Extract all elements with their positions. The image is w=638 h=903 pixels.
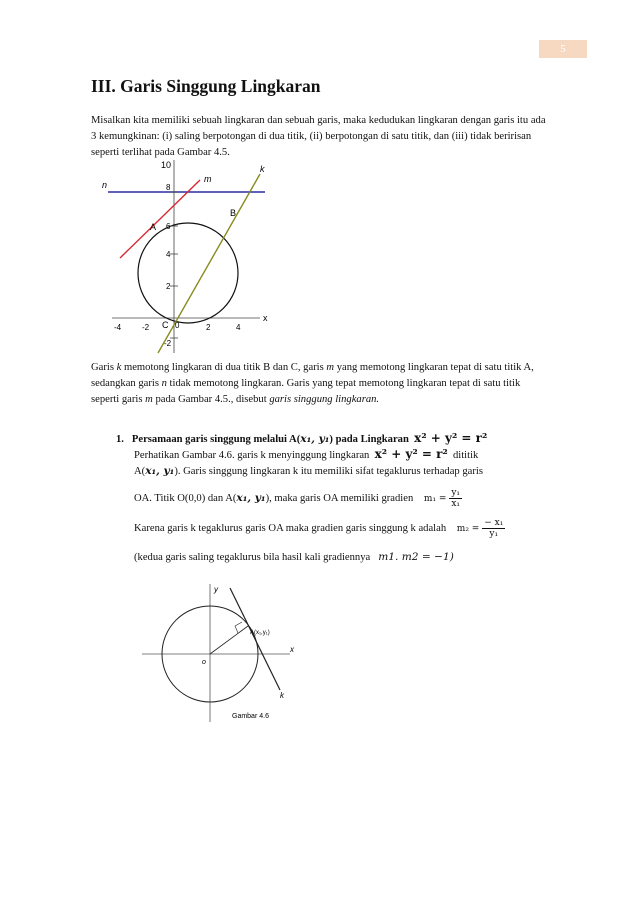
fig46-tangent-k <box>230 588 280 690</box>
section-title: III. Garis Singgung Lingkaran <box>91 76 321 96</box>
tick-2: 2 <box>166 282 171 291</box>
item-1-line-3: OA. Titik O(0,0) dan A(x₁, y₁), maka garis OA memiliki gradien m₁ = $\frac{\text{y₁}}{\text{x₁}}$ <box>134 488 461 509</box>
tick-neg2-x: -2 <box>142 323 150 332</box>
label-x: x <box>263 313 268 323</box>
tick-4-x: 4 <box>236 323 241 332</box>
fig46-label-o: o <box>202 659 206 666</box>
fig46-label-y: y <box>214 585 218 594</box>
page-number: 5 <box>539 40 587 58</box>
circle-formula: x² + y² = r² <box>414 431 488 445</box>
fig46-caption: Gambar 4.6 <box>232 713 269 720</box>
fig46-label-k: k <box>280 691 284 700</box>
gradient-m2: m₂ = $\frac{\text{− x₁}}{\text{y₁}}$ <box>456 518 504 539</box>
tick-neg2-y: -2 <box>164 339 172 348</box>
item-1-line-5: (kedua garis saling tegaklurus bila hasil kali gradiennya m1. m2 = −1) <box>134 551 454 563</box>
label-m: m <box>204 174 212 184</box>
fig46-label-A: A(x₁,y₁) <box>250 630 270 636</box>
second-paragraph: Garis k memotong lingkaran di dua titik B dan C, garis m yang memotong lingkaran tepat di satu titik A, sedangkan garis n tidak memotong lingkaran. Garis yang tepat memotong lingkaran tepat di satu titik seperti garis m pada Gambar 4.5., disebut garis singgung lingkaran. <box>91 362 534 405</box>
fig46-label-x: x <box>290 645 294 654</box>
item-1-heading: 1. Persamaan garis singgung melalui A(x₁, y₁) pada Lingkaran x² + y² = r² <box>116 431 488 445</box>
tick-0: 0 <box>175 321 180 330</box>
label-n: n <box>102 180 108 190</box>
figure-4-5 <box>100 158 300 358</box>
item-1-line-4: Karena garis k tegaklurus garis OA maka gradien garis singgung k adalah m₂ = $\frac{\text{− x₁}}{\text{y₁}}$ <box>134 518 504 539</box>
gradient-m1: m₁ = $\frac{\text{y₁}}{\text{x₁}}$ <box>423 488 461 509</box>
label-A: A <box>150 222 157 232</box>
tick-6: 6 <box>166 222 171 231</box>
label-B: B <box>230 208 237 218</box>
fig46-radius-OA <box>210 626 248 654</box>
tick-2-x: 2 <box>206 323 211 332</box>
figure-4-6 <box>140 582 310 727</box>
tick-4: 4 <box>166 250 171 259</box>
intro-paragraph: Misalkan kita memiliki sebuah lingkaran dan sebuah garis, maka kedudukan lingkaran dengan garis itu ada 3 kemungkinan: (i) saling berpotongan di dua titik, (ii) berpotongan di satu titik, dan (iii) tidak beririsan seperti terlihat pada Gambar 4.5. <box>91 115 546 158</box>
tick-neg4-x: -4 <box>114 323 122 332</box>
label-C: C <box>162 320 169 330</box>
tick-8: 8 <box>166 183 171 192</box>
tick-10: 10 <box>161 160 172 170</box>
item-1-line-2: A(x₁, y₁). Garis singgung lingkaran k itu memiliki sifat tegaklurus terhadap garis <box>134 465 483 477</box>
label-k: k <box>260 164 265 174</box>
item-1-line-1: Perhatikan Gambar 4.6. garis k menyinggung lingkaran x² + y² = r² dititik <box>134 447 479 461</box>
